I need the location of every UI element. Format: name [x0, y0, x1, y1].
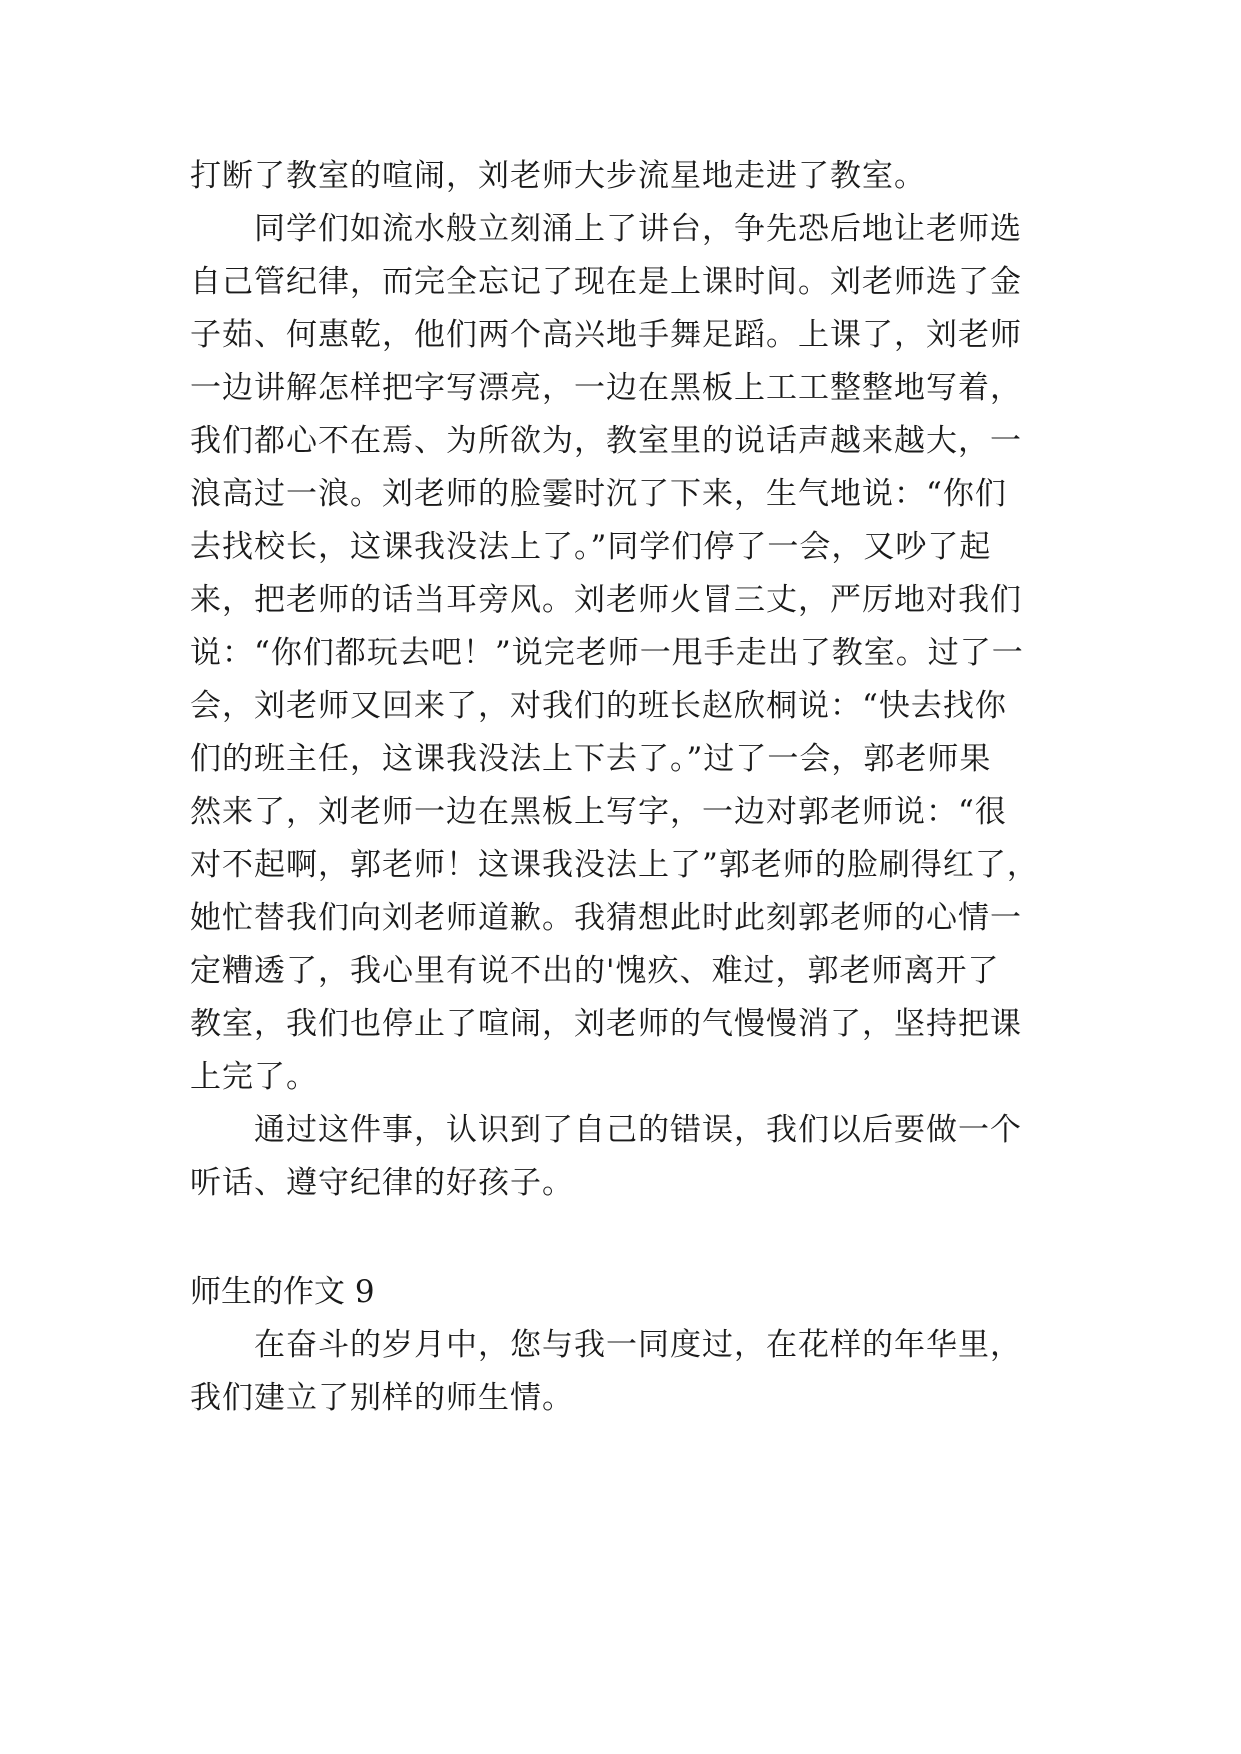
text-line: 定糟透了，我心里有说不出的'愧疚、难过，郭老师离开了 [190, 953, 1000, 989]
paragraph-first-line: 同学们如流水般立刻涌上了讲台，争先恐后地让老师选 [254, 211, 1022, 247]
text-line: 对不起啊，郭老师！这课我没法上了”郭老师的脸刷得红了， [190, 847, 1039, 883]
text-line: 然来了，刘老师一边在黑板上写字，一边对郭老师说：“很 [190, 794, 1007, 830]
text-line: 我们建立了别样的师生情。 [190, 1380, 574, 1416]
text-line: 说：“你们都玩去吧！”说完老师一甩手走出了教室。过了一 [190, 635, 1024, 671]
text-line: 去找校长，这课我没法上了。”同学们停了一会，又吵了起 [190, 529, 992, 565]
text-line: 教室，我们也停止了喧闹，刘老师的气慢慢消了，坚持把课 [190, 1006, 1022, 1042]
text-line: 自己管纪律，而完全忘记了现在是上课时间。刘老师选了金 [190, 264, 1022, 300]
text-line: 我们都心不在焉、为所欲为，教室里的说话声越来越大，一 [190, 423, 1022, 459]
text-line: 听话、遵守纪律的好孩子。 [190, 1165, 574, 1201]
paragraph-first-line: 在奋斗的岁月中，您与我一同度过，在花样的年华里， [254, 1327, 1022, 1363]
text-line: 浪高过一浪。刘老师的脸霎时沉了下来，生气地说：“你们 [190, 476, 1007, 512]
text-line: 们的班主任，这课我没法上下去了。”过了一会，郭老师果 [190, 741, 992, 777]
section-heading: 师生的作文 9 [190, 1274, 375, 1310]
text-line: 子茹、何惠乾，他们两个高兴地手舞足蹈。上课了，刘老师 [190, 317, 1022, 353]
text-line: 来，把老师的话当耳旁风。刘老师火冒三丈，严厉地对我们 [190, 582, 1022, 618]
text-line: 一边讲解怎样把字写漂亮，一边在黑板上工工整整地写着， [190, 370, 1022, 406]
paragraph-first-line: 通过这件事，认识到了自己的错误，我们以后要做一个 [254, 1112, 1022, 1148]
text-line: 打断了教室的喧闹，刘老师大步流星地走进了教室。 [190, 158, 926, 194]
text-line: 她忙替我们向刘老师道歉。我猜想此时此刻郭老师的心情一 [190, 900, 1022, 936]
text-line: 上完了。 [190, 1059, 318, 1095]
text-line: 会，刘老师又回来了，对我们的班长赵欣桐说：“快去找你 [190, 688, 1007, 724]
